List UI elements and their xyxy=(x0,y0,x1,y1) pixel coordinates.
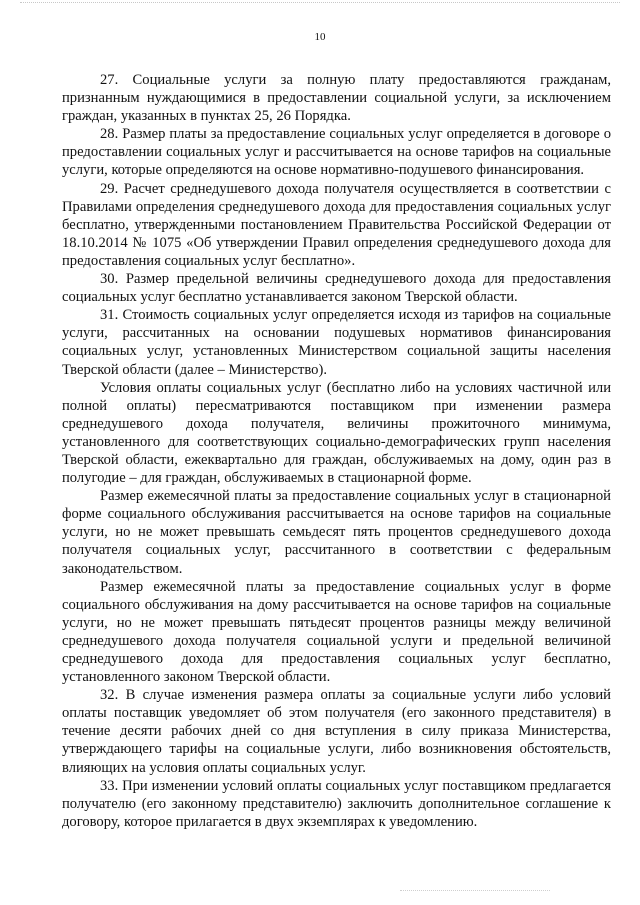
page-number: 10 xyxy=(314,31,326,43)
paragraph-29: 29. Расчет среднедушевого дохода получателя осуществляется в соответствии с Правилами определения среднедушевого дохода для предоставления социальных услуг бесплатно, утвержденными постановлением Правительства Российской Федерации от 18.10.2014 № 1075 «Об утверждении Правил определения среднедушевого дохода для предоставления социальных услуг бесплатно». xyxy=(62,180,611,269)
document-body xyxy=(62,71,611,831)
paragraph-stationary-fee: Размер ежемесячной платы за предоставление социальных услуг в стационарной форме социального обслуживания рассчитывается на основе тарифов на социальные услуги, но не может превышать семьдесят пять процентов среднедушевого дохода получателя социальных услуг, рассчитанного в соответствии с федеральным законодательством. xyxy=(62,488,611,577)
paragraph-30: 30. Размер предельной величины среднедушевого дохода для предоставления социальных услуг бесплатно устанавливается законом Тверской области. xyxy=(62,271,611,306)
paragraph-27: 27. Социальные услуги за полную плату предоставляются гражданам, признанным нуждающимися в предоставлении социальной услуги, за исключением граждан, указанных в пунктах 25, 26 Порядка. xyxy=(62,72,611,125)
paragraph-31: 31. Стоимость социальных услуг определяется исходя из тарифов на социальные услуги, рассчитанных на основании подушевых нормативов финансирования социальных услуг, установленных Министерством социальной защиты населения Тверской области (далее – Министерство). xyxy=(62,307,611,378)
paragraph-32: 32. В случае изменения размера оплаты за социальные услуги либо условий оплаты поставщик уведомляет об этом получателя (его законного представителя) в течение десяти рабочих дней со дня вступления в силу приказа Министерства, утверждающего тарифы на социальные услуги, либо возникновения обстоятельств, влияющих на условия оплаты социальных услуг. xyxy=(62,687,611,776)
paragraph-28: 28. Размер платы за предоставление социальных услуг определяется в договоре о предоставлении социальных услуг и рассчитывается на основе тарифов на социальные услуги, которые определяются на основе нормативно-подушевого финансирования. xyxy=(62,126,611,179)
paragraph-33: 33. При изменении условий оплаты социальных услуг поставщиком предлагается получателю (его законному представителю) заключить дополнительное соглашение к договору, которое прилагается в двух экземплярах к уведомлению. xyxy=(62,777,611,830)
paragraph-home-fee: Размер ежемесячной платы за предоставление социальных услуг в форме социального обслуживания на дому рассчитывается на основе тарифов на социальные услуги, но не может превышать пятьдесят процентов разницы между величиной среднедушевого дохода получателя социальной услуги и предельной величиной среднедушевого дохода для предоставления социальных услуг бесплатно, установленного законом Тверской области. xyxy=(62,578,611,686)
scan-edge-line xyxy=(20,2,620,4)
paragraph-payment-conditions: Условия оплаты социальных услуг (бесплатно либо на условиях частичной или полной оплаты) пересматриваются поставщиком при изменении размера среднедушевого дохода получателя, величины прожиточного минимума, установленного для соответствующих социально-демографических групп населения Тверской области, ежеквартально для граждан, обслуживаемых на дому, один раз в полугодие – для граждан, обслуживаемых в стационарной форме. xyxy=(62,379,611,487)
scan-artifact-dots xyxy=(400,890,550,892)
